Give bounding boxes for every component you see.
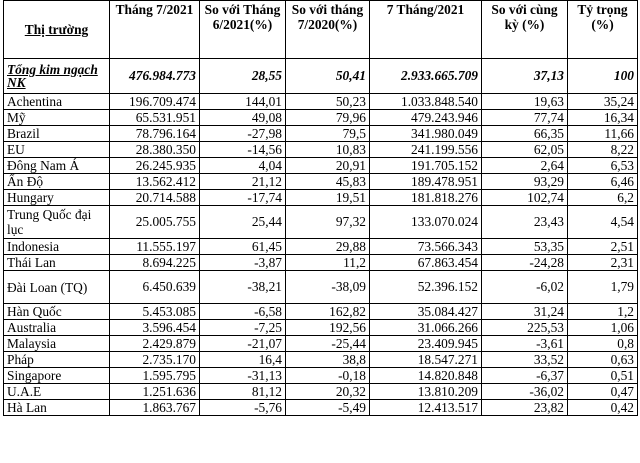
total-cell: 476.984.773	[110, 59, 200, 94]
value-cell: 0,8	[568, 336, 638, 352]
value-cell: 35.084.427	[370, 304, 482, 320]
value-cell: 181.818.276	[370, 190, 482, 206]
total-cell: 37,13	[482, 59, 568, 94]
value-cell: 97,32	[286, 206, 370, 239]
value-cell: 20,32	[286, 384, 370, 400]
table-row	[4, 142, 638, 158]
market-name-cell: Achentina	[4, 94, 110, 110]
value-cell: 11.555.197	[110, 239, 200, 255]
value-cell: 50,23	[286, 94, 370, 110]
value-cell: 6,53	[568, 158, 638, 174]
table-row	[4, 352, 638, 368]
value-cell: 65.531.951	[110, 110, 200, 126]
value-cell: 0,47	[568, 384, 638, 400]
market-name-cell: Đài Loan (TQ)	[4, 271, 110, 304]
market-name-cell: Ấn Độ	[4, 174, 110, 190]
header-ytd: 7 Tháng/2021	[370, 1, 482, 59]
header-vs-same-month: So với tháng 7/2020(%)	[286, 1, 370, 59]
total-row	[4, 59, 638, 94]
header-market: Thị trường	[4, 1, 110, 59]
value-cell: 81,12	[200, 384, 286, 400]
value-cell: 53,35	[482, 239, 568, 255]
value-cell: 67.863.454	[370, 255, 482, 271]
value-cell: -17,74	[200, 190, 286, 206]
table-row	[4, 110, 638, 126]
value-cell: 192,56	[286, 320, 370, 336]
value-cell: 5.453.085	[110, 304, 200, 320]
value-cell: 0,42	[568, 400, 638, 416]
value-cell: 61,45	[200, 239, 286, 255]
market-name-cell: Trung Quốc đại lục	[4, 206, 110, 239]
header-row	[4, 1, 638, 59]
value-cell: 8,22	[568, 142, 638, 158]
header-month: Tháng 7/2021	[110, 1, 200, 59]
table-row	[4, 174, 638, 190]
market-name-cell: U.A.E	[4, 384, 110, 400]
value-cell: 6,46	[568, 174, 638, 190]
value-cell: -0,18	[286, 368, 370, 384]
value-cell: -21,07	[200, 336, 286, 352]
value-cell: 2,31	[568, 255, 638, 271]
value-cell: 1.863.767	[110, 400, 200, 416]
total-label: Tổng kim ngạch NK	[4, 59, 110, 94]
value-cell: -6,58	[200, 304, 286, 320]
value-cell: 341.980.049	[370, 126, 482, 142]
value-cell: -14,56	[200, 142, 286, 158]
value-cell: 19,63	[482, 94, 568, 110]
market-name-cell: EU	[4, 142, 110, 158]
value-cell: 1.033.848.540	[370, 94, 482, 110]
table-row	[4, 320, 638, 336]
value-cell: 10,83	[286, 142, 370, 158]
value-cell: -27,98	[200, 126, 286, 142]
table-row	[4, 336, 638, 352]
value-cell: 23,43	[482, 206, 568, 239]
value-cell: 2,64	[482, 158, 568, 174]
table-row	[4, 384, 638, 400]
value-cell: 1,2	[568, 304, 638, 320]
value-cell: 25,44	[200, 206, 286, 239]
table-row	[4, 126, 638, 142]
market-name-cell: Singapore	[4, 368, 110, 384]
value-cell: 144,01	[200, 94, 286, 110]
table-row	[4, 271, 638, 304]
market-name-cell: Australia	[4, 320, 110, 336]
value-cell: 1.251.636	[110, 384, 200, 400]
value-cell: -5,49	[286, 400, 370, 416]
value-cell: 191.705.152	[370, 158, 482, 174]
value-cell: 18.547.271	[370, 352, 482, 368]
value-cell: 20,91	[286, 158, 370, 174]
value-cell: 31,24	[482, 304, 568, 320]
header-vs-prev-month: So với Tháng 6/2021(%)	[200, 1, 286, 59]
market-rows	[4, 94, 638, 416]
value-cell: 28.380.350	[110, 142, 200, 158]
value-cell: 1,79	[568, 271, 638, 304]
value-cell: 38,8	[286, 352, 370, 368]
value-cell: 2,51	[568, 239, 638, 255]
value-cell: 14.820.848	[370, 368, 482, 384]
market-name-cell: Malaysia	[4, 336, 110, 352]
value-cell: 0,51	[568, 368, 638, 384]
table-row	[4, 255, 638, 271]
value-cell: 4,54	[568, 206, 638, 239]
value-cell: 1,06	[568, 320, 638, 336]
value-cell: 16,4	[200, 352, 286, 368]
value-cell: 19,51	[286, 190, 370, 206]
value-cell: 189.478.951	[370, 174, 482, 190]
value-cell: 2.429.879	[110, 336, 200, 352]
value-cell: -24,28	[482, 255, 568, 271]
header-vs-same-period: So với cùng kỳ (%)	[482, 1, 568, 59]
value-cell: 52.396.152	[370, 271, 482, 304]
table-row	[4, 400, 638, 416]
value-cell: -3,61	[482, 336, 568, 352]
value-cell: 33,52	[482, 352, 568, 368]
value-cell: 21,12	[200, 174, 286, 190]
value-cell: 3.596.454	[110, 320, 200, 336]
value-cell: -6,37	[482, 368, 568, 384]
market-name-cell: Mỹ	[4, 110, 110, 126]
value-cell: 23,82	[482, 400, 568, 416]
value-cell: -25,44	[286, 336, 370, 352]
value-cell: 133.070.024	[370, 206, 482, 239]
value-cell: 73.566.343	[370, 239, 482, 255]
value-cell: 6,2	[568, 190, 638, 206]
value-cell: 162,82	[286, 304, 370, 320]
market-name-cell: Hà Lan	[4, 400, 110, 416]
table-row	[4, 94, 638, 110]
table-row	[4, 304, 638, 320]
value-cell: 479.243.946	[370, 110, 482, 126]
total-cell: 100	[568, 59, 638, 94]
value-cell: 225,53	[482, 320, 568, 336]
import-market-table	[3, 0, 638, 416]
value-cell: 12.413.517	[370, 400, 482, 416]
value-cell: 35,24	[568, 94, 638, 110]
market-name-cell: Đông Nam Á	[4, 158, 110, 174]
value-cell: 25.005.755	[110, 206, 200, 239]
value-cell: 78.796.164	[110, 126, 200, 142]
table-row	[4, 158, 638, 174]
value-cell: 26.245.935	[110, 158, 200, 174]
value-cell: -38,09	[286, 271, 370, 304]
total-cell: 2.933.665.709	[370, 59, 482, 94]
value-cell: -5,76	[200, 400, 286, 416]
total-cell: 28,55	[200, 59, 286, 94]
value-cell: 49,08	[200, 110, 286, 126]
value-cell: 6.450.639	[110, 271, 200, 304]
table-row	[4, 368, 638, 384]
value-cell: 13.562.412	[110, 174, 200, 190]
value-cell: 16,34	[568, 110, 638, 126]
header-share: Tỷ trọng (%)	[568, 1, 638, 59]
value-cell: -38,21	[200, 271, 286, 304]
value-cell: 79,5	[286, 126, 370, 142]
value-cell: 1.595.795	[110, 368, 200, 384]
market-name-cell: Thái Lan	[4, 255, 110, 271]
value-cell: 79,96	[286, 110, 370, 126]
table-row	[4, 206, 638, 239]
value-cell: 0,63	[568, 352, 638, 368]
value-cell: 62,05	[482, 142, 568, 158]
value-cell: 45,83	[286, 174, 370, 190]
value-cell: -36,02	[482, 384, 568, 400]
market-name-cell: Hungary	[4, 190, 110, 206]
value-cell: 93,29	[482, 174, 568, 190]
value-cell: 2.735.170	[110, 352, 200, 368]
market-name-cell: Pháp	[4, 352, 110, 368]
value-cell: -7,25	[200, 320, 286, 336]
value-cell: 13.810.209	[370, 384, 482, 400]
market-name-cell: Brazil	[4, 126, 110, 142]
value-cell: 23.409.945	[370, 336, 482, 352]
value-cell: 8.694.225	[110, 255, 200, 271]
market-name-cell: Indonesia	[4, 239, 110, 255]
value-cell: 77,74	[482, 110, 568, 126]
total-cell: 50,41	[286, 59, 370, 94]
value-cell: -31,13	[200, 368, 286, 384]
value-cell: -3,87	[200, 255, 286, 271]
market-name-cell: Hàn Quốc	[4, 304, 110, 320]
table-row	[4, 190, 638, 206]
value-cell: 102,74	[482, 190, 568, 206]
value-cell: 29,88	[286, 239, 370, 255]
value-cell: 31.066.266	[370, 320, 482, 336]
value-cell: 11,2	[286, 255, 370, 271]
table-row	[4, 239, 638, 255]
value-cell: 196.709.474	[110, 94, 200, 110]
value-cell: 66,35	[482, 126, 568, 142]
value-cell: 11,66	[568, 126, 638, 142]
value-cell: -6,02	[482, 271, 568, 304]
value-cell: 20.714.588	[110, 190, 200, 206]
value-cell: 241.199.556	[370, 142, 482, 158]
value-cell: 4,04	[200, 158, 286, 174]
